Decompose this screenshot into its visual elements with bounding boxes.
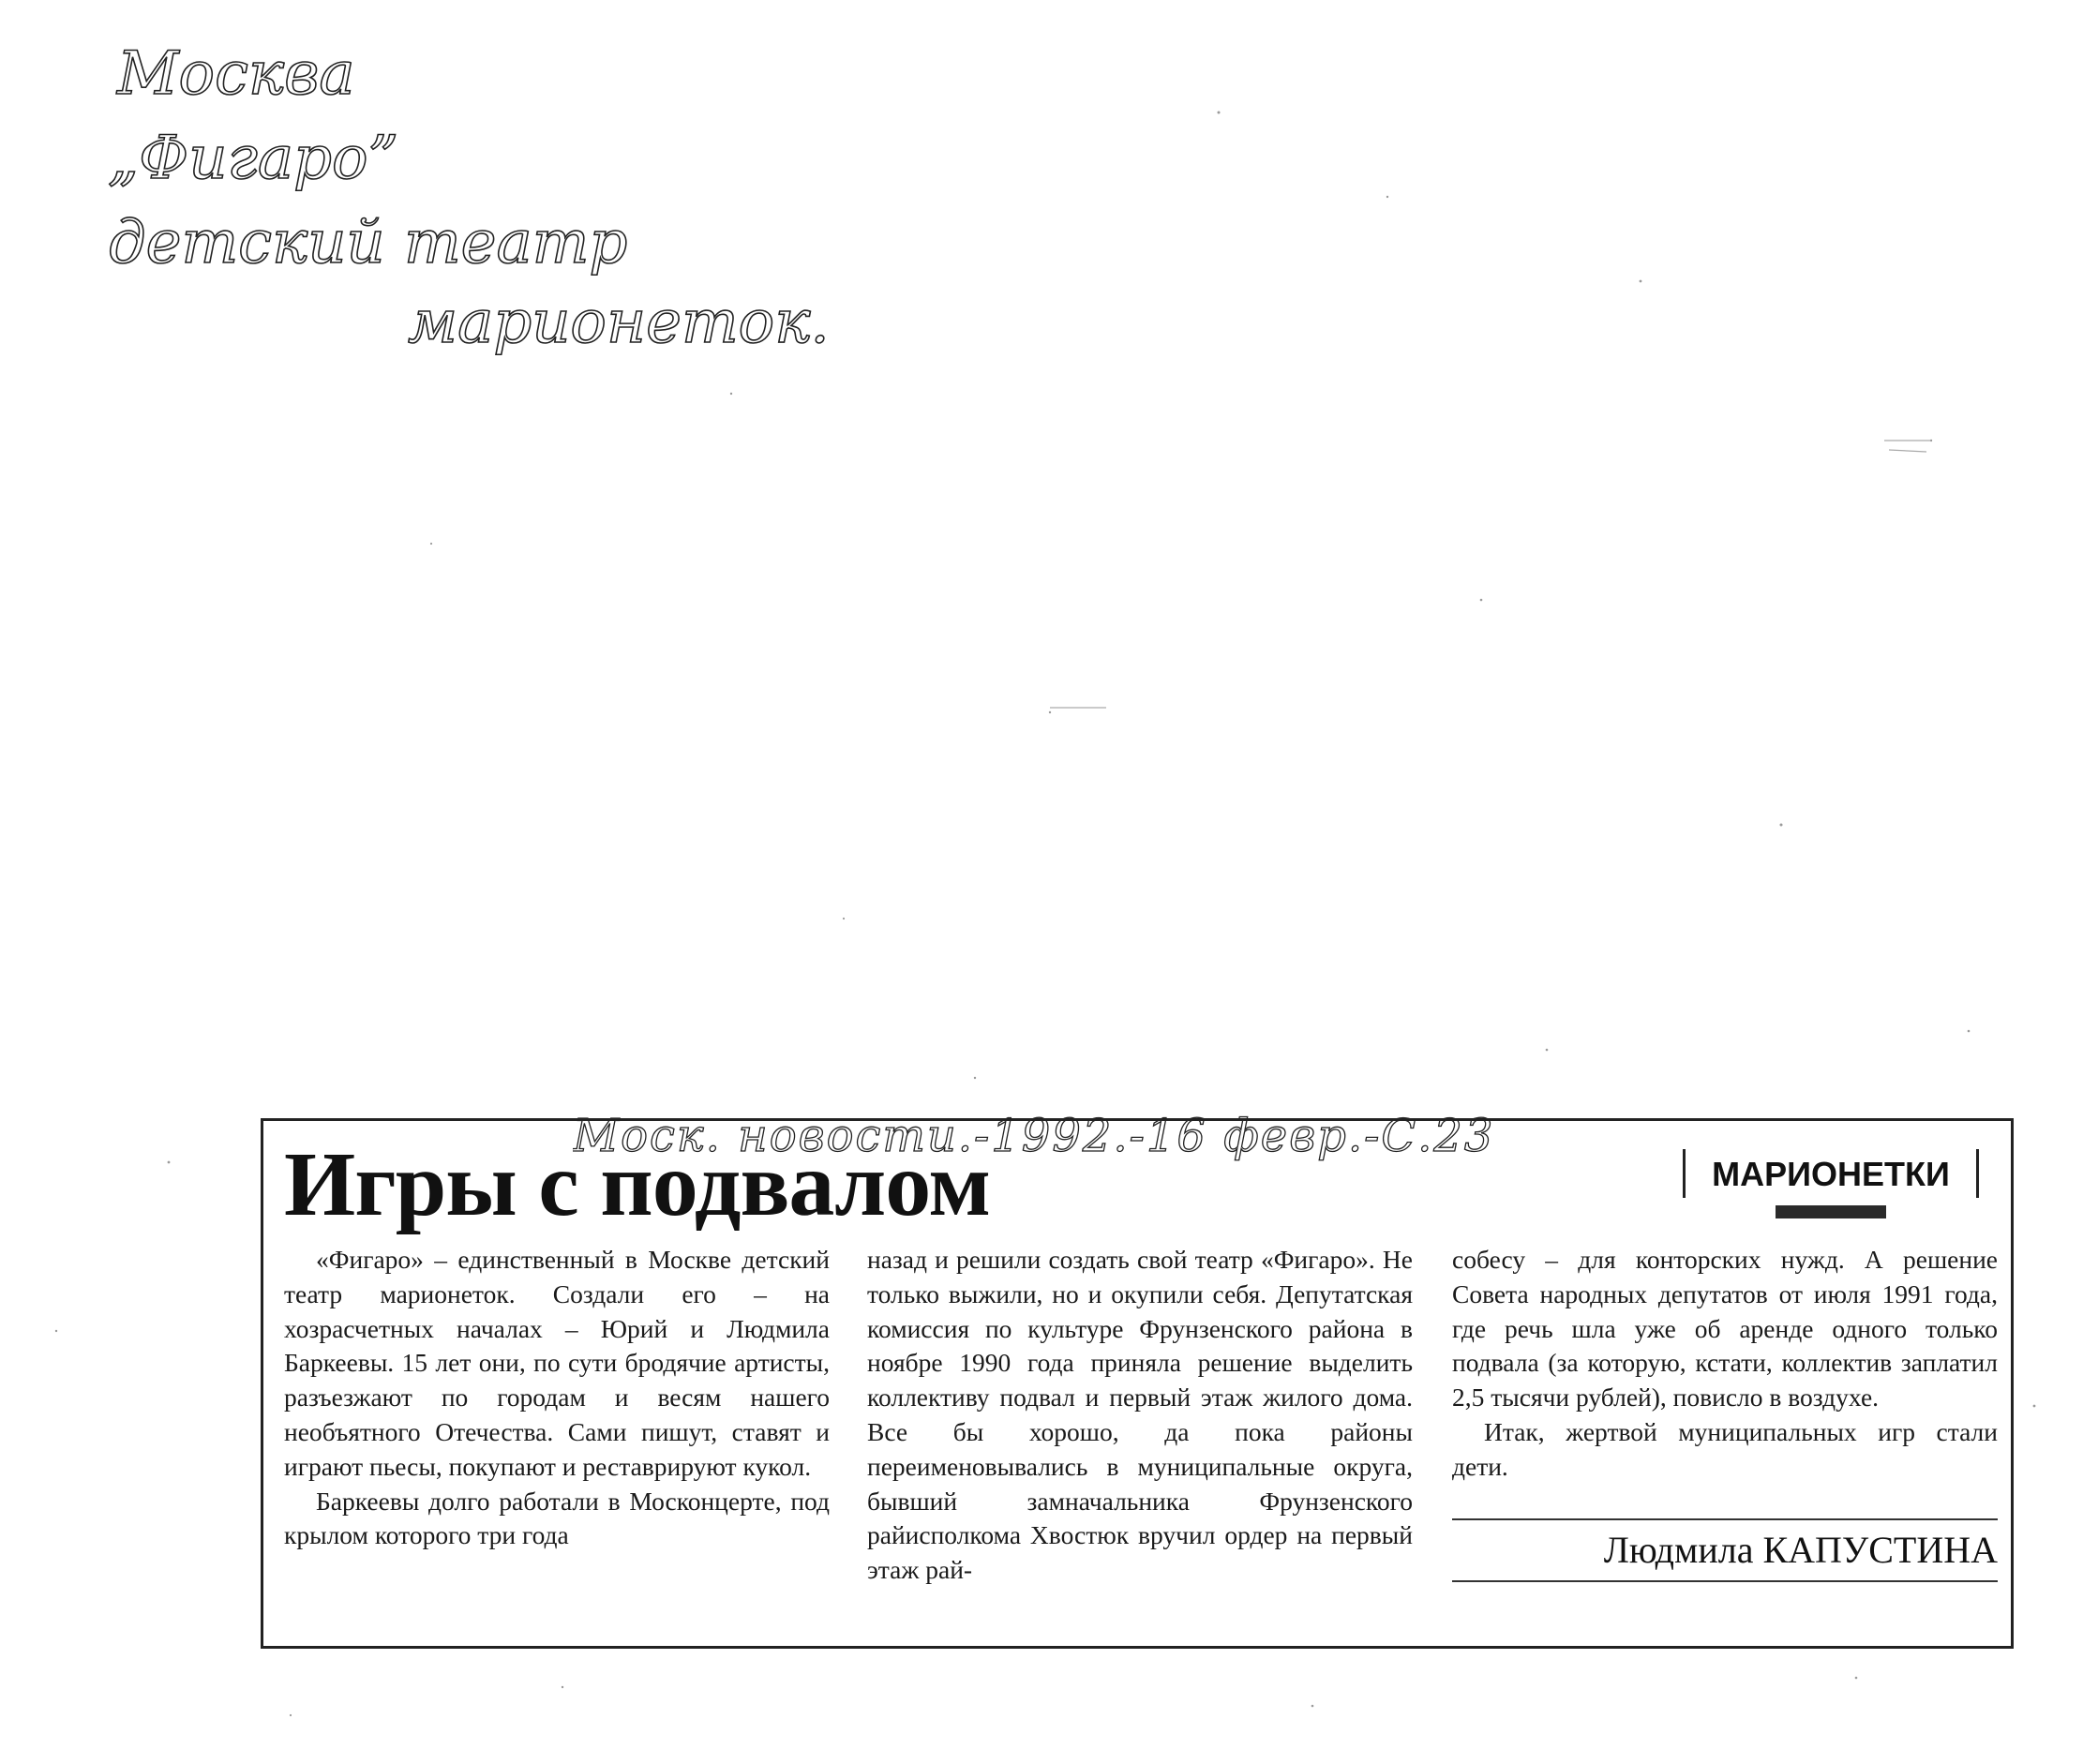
byline-block xyxy=(1452,1518,1998,1582)
paragraph: назад и решили создать свой театр «Фигаро». Не только выжили, но и окупили себя. Депутатская комиссия по культуре Фрунзенского района в ноябре 1990 года приняла решение выделить коллективу подвал и первый этаж жилого дома. Все бы хорошо, да пока районы переименовывались в муниципальные округа, бывший замначальника Фрунзенского райисполкома Хвостюк вручил ордер на первый этаж рай- xyxy=(867,1245,1413,1585)
rubric-bar xyxy=(1776,1205,1886,1218)
rubric-label: МАРИОНЕТКИ xyxy=(1683,1149,1979,1198)
handwritten-line-2: „Фигаро” xyxy=(108,124,399,193)
handwritten-line-1: Москва xyxy=(117,39,355,109)
paragraph: собесу – для конторских нужд. А решение Совета народных депутатов от июля 1991 года, где речь шла уже об аренде одного только подвала (за которую, кстати, коллектив заплатил 2,5 тысячи рублей), повисло в воздухе. xyxy=(1452,1245,1998,1413)
handwritten-note xyxy=(108,28,998,366)
rubric xyxy=(1683,1149,1979,1218)
article-headline: Игры с подвалом xyxy=(284,1134,991,1235)
source-note-text: Моск. новости.-1992.-16 февр.-С.23 xyxy=(573,1110,1495,1162)
author-byline: Людмила КАПУСТИНА xyxy=(1603,1528,1998,1571)
article-column-1 xyxy=(284,1243,830,1553)
paragraph: Баркеевы долго работали в Москонцерте, под крылом которого три года xyxy=(284,1486,830,1550)
handwritten-line-3: детский театр xyxy=(108,208,628,277)
newspaper-clipping xyxy=(261,1110,2014,1649)
handwritten-line-4: марионеток. xyxy=(408,288,830,357)
article-column-2 xyxy=(867,1243,1413,1588)
paragraph: «Фигаро» – единственный в Москве детский театр марионеток. Создали его – на хозрасчетных началах – Юрий и Людмила Баркеевы. 15 лет они, по сути бродячие артисты, разъезжают по городам и весям нашего необъятного Отечества. Сами пишут, ставят и играют пьесы, покупают и реставрируют кукол. xyxy=(284,1245,830,1481)
article-body xyxy=(284,1243,1998,1637)
paragraph: Итак, жертвой муниципальных игр стали дети. xyxy=(1452,1416,1998,1481)
article-column-3 xyxy=(1452,1243,1998,1582)
